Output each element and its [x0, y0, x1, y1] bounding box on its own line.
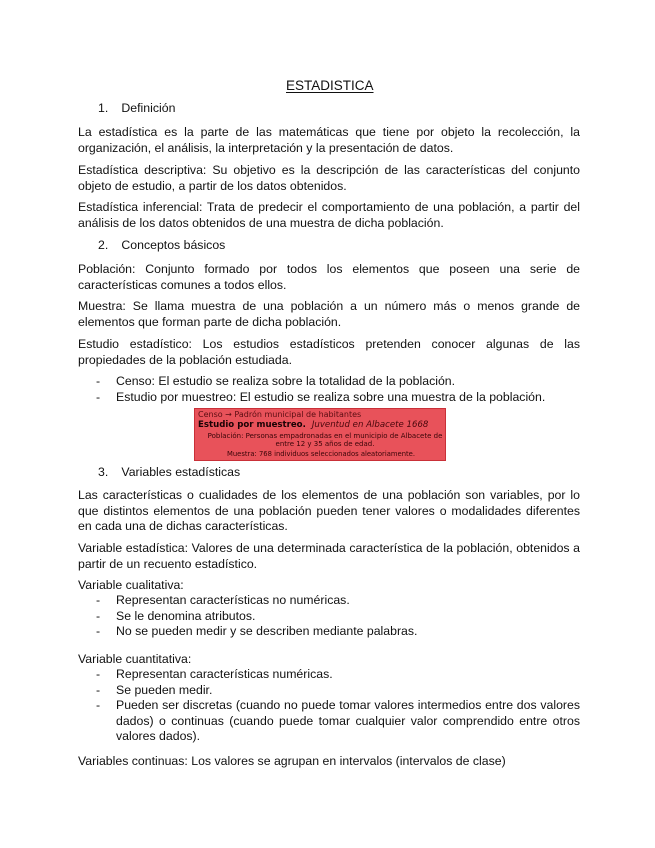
list-item: - Pueden ser discretas (cuando no puede tomar valores intermedios entre dos valores dados) o continuas (cuando puede tomar cualquier valor comprendido entre otros valores dados).	[96, 698, 580, 743]
section-number: 2.	[98, 238, 109, 252]
paragraph-variables-continuas: Variables continuas: Los valores se agrupan en intervalos (intervalos de clase)	[78, 754, 506, 768]
paragraph-muestra: Muestra: Se llama muestra de una población a un número más o menos grande de elementos que forman parte de dicha población.	[78, 299, 580, 329]
label-variable-cualitativa: Variable cualitativa:	[78, 578, 184, 592]
cualitativa-bullet-list	[78, 593, 580, 640]
section-heading-definicion	[98, 101, 175, 115]
document-title: ESTADISTICA	[286, 78, 374, 93]
dash-bullet: -	[96, 624, 101, 638]
paragraph-estadistica-inferencial: Estadística inferencial: Trata de predecir el comportamiento de una población, a partir del análisis de los datos obtenidos de una muestra de dicha población.	[78, 200, 580, 230]
list-item: - Se le denomina atributos.	[96, 608, 256, 623]
list-item: - Representan características numéricas.	[96, 667, 333, 681]
section-heading-variables	[98, 465, 240, 479]
muestreo-example-image	[194, 408, 446, 461]
list-item: - Representan características no numéricas.	[96, 593, 350, 607]
section-title: Definición	[121, 101, 176, 115]
dash-bullet: -	[96, 593, 101, 607]
example-line-censo: Censo → Padrón municipal de habitantes	[198, 410, 362, 419]
dash-bullet: -	[96, 698, 101, 712]
example-line-muestra: Muestra: 768 individuos seleccionados aleatoriamente.	[226, 450, 416, 458]
cuantitativa-bullet-list	[78, 667, 580, 745]
section-number: 1.	[98, 101, 109, 115]
example-line-poblacion: Población: Personas empadronadas en el municipio de Albacete de entre 12 y 35 años de edad.	[207, 432, 443, 448]
dash-bullet: -	[96, 667, 101, 681]
list-item: - Estudio por muestreo: El estudio se realiza sobre una muestra de la población.	[96, 389, 546, 404]
list-item: - No se pueden medir y se describen mediante palabras.	[96, 624, 418, 638]
dash-bullet: -	[96, 374, 101, 388]
dash-bullet: -	[96, 682, 101, 697]
list-item: - Censo: El estudio se realiza sobre la totalidad de la población.	[96, 374, 456, 388]
section-title: Variables estadísticas	[121, 465, 241, 479]
dash-bullet: -	[96, 389, 101, 404]
paragraph-variables-intro: Las características o cualidades de los elementos de una población son variables, por lo que distintos elementos de una población pueden tener valores o modalidades diferentes en cada una de dichas características.	[78, 488, 580, 533]
dash-bullet: -	[96, 608, 101, 623]
paragraph-estudio-estadistico: Estudio estadístico: Los estudios estadísticos pretenden conocer algunas de las propiedades de la población estudiada.	[78, 337, 580, 367]
paragraph-definicion: La estadística es la parte de las matemáticas que tiene por objeto la recolección, la organización, el análisis, la interpretación y la presentación de datos.	[78, 125, 580, 155]
label-variable-cuantitativa: Variable cuantitativa:	[78, 652, 192, 666]
section-heading-conceptos	[98, 238, 225, 252]
paragraph-estadistica-descriptiva: Estadística descriptiva: Su objetivo es la descripción de las características del conjunto objeto de estudio, a partir de los datos obtenidos.	[78, 163, 580, 193]
example-line-muestreo: Estudio por muestreo. Juventud en Albacete 1668	[198, 420, 429, 430]
list-item: - Se pueden medir.	[96, 682, 213, 697]
paragraph-variable-estadistica: Variable estadística: Valores de una determinada característica de la población, obtenidos a partir de un recuento estadístico.	[78, 541, 580, 571]
estudio-bullet-list	[78, 374, 580, 405]
section-number: 3.	[98, 465, 109, 479]
paragraph-poblacion: Población: Conjunto formado por todos los elementos que poseen una serie de características comunes a todos ellos.	[78, 262, 580, 292]
section-title: Conceptos básicos	[121, 238, 226, 252]
